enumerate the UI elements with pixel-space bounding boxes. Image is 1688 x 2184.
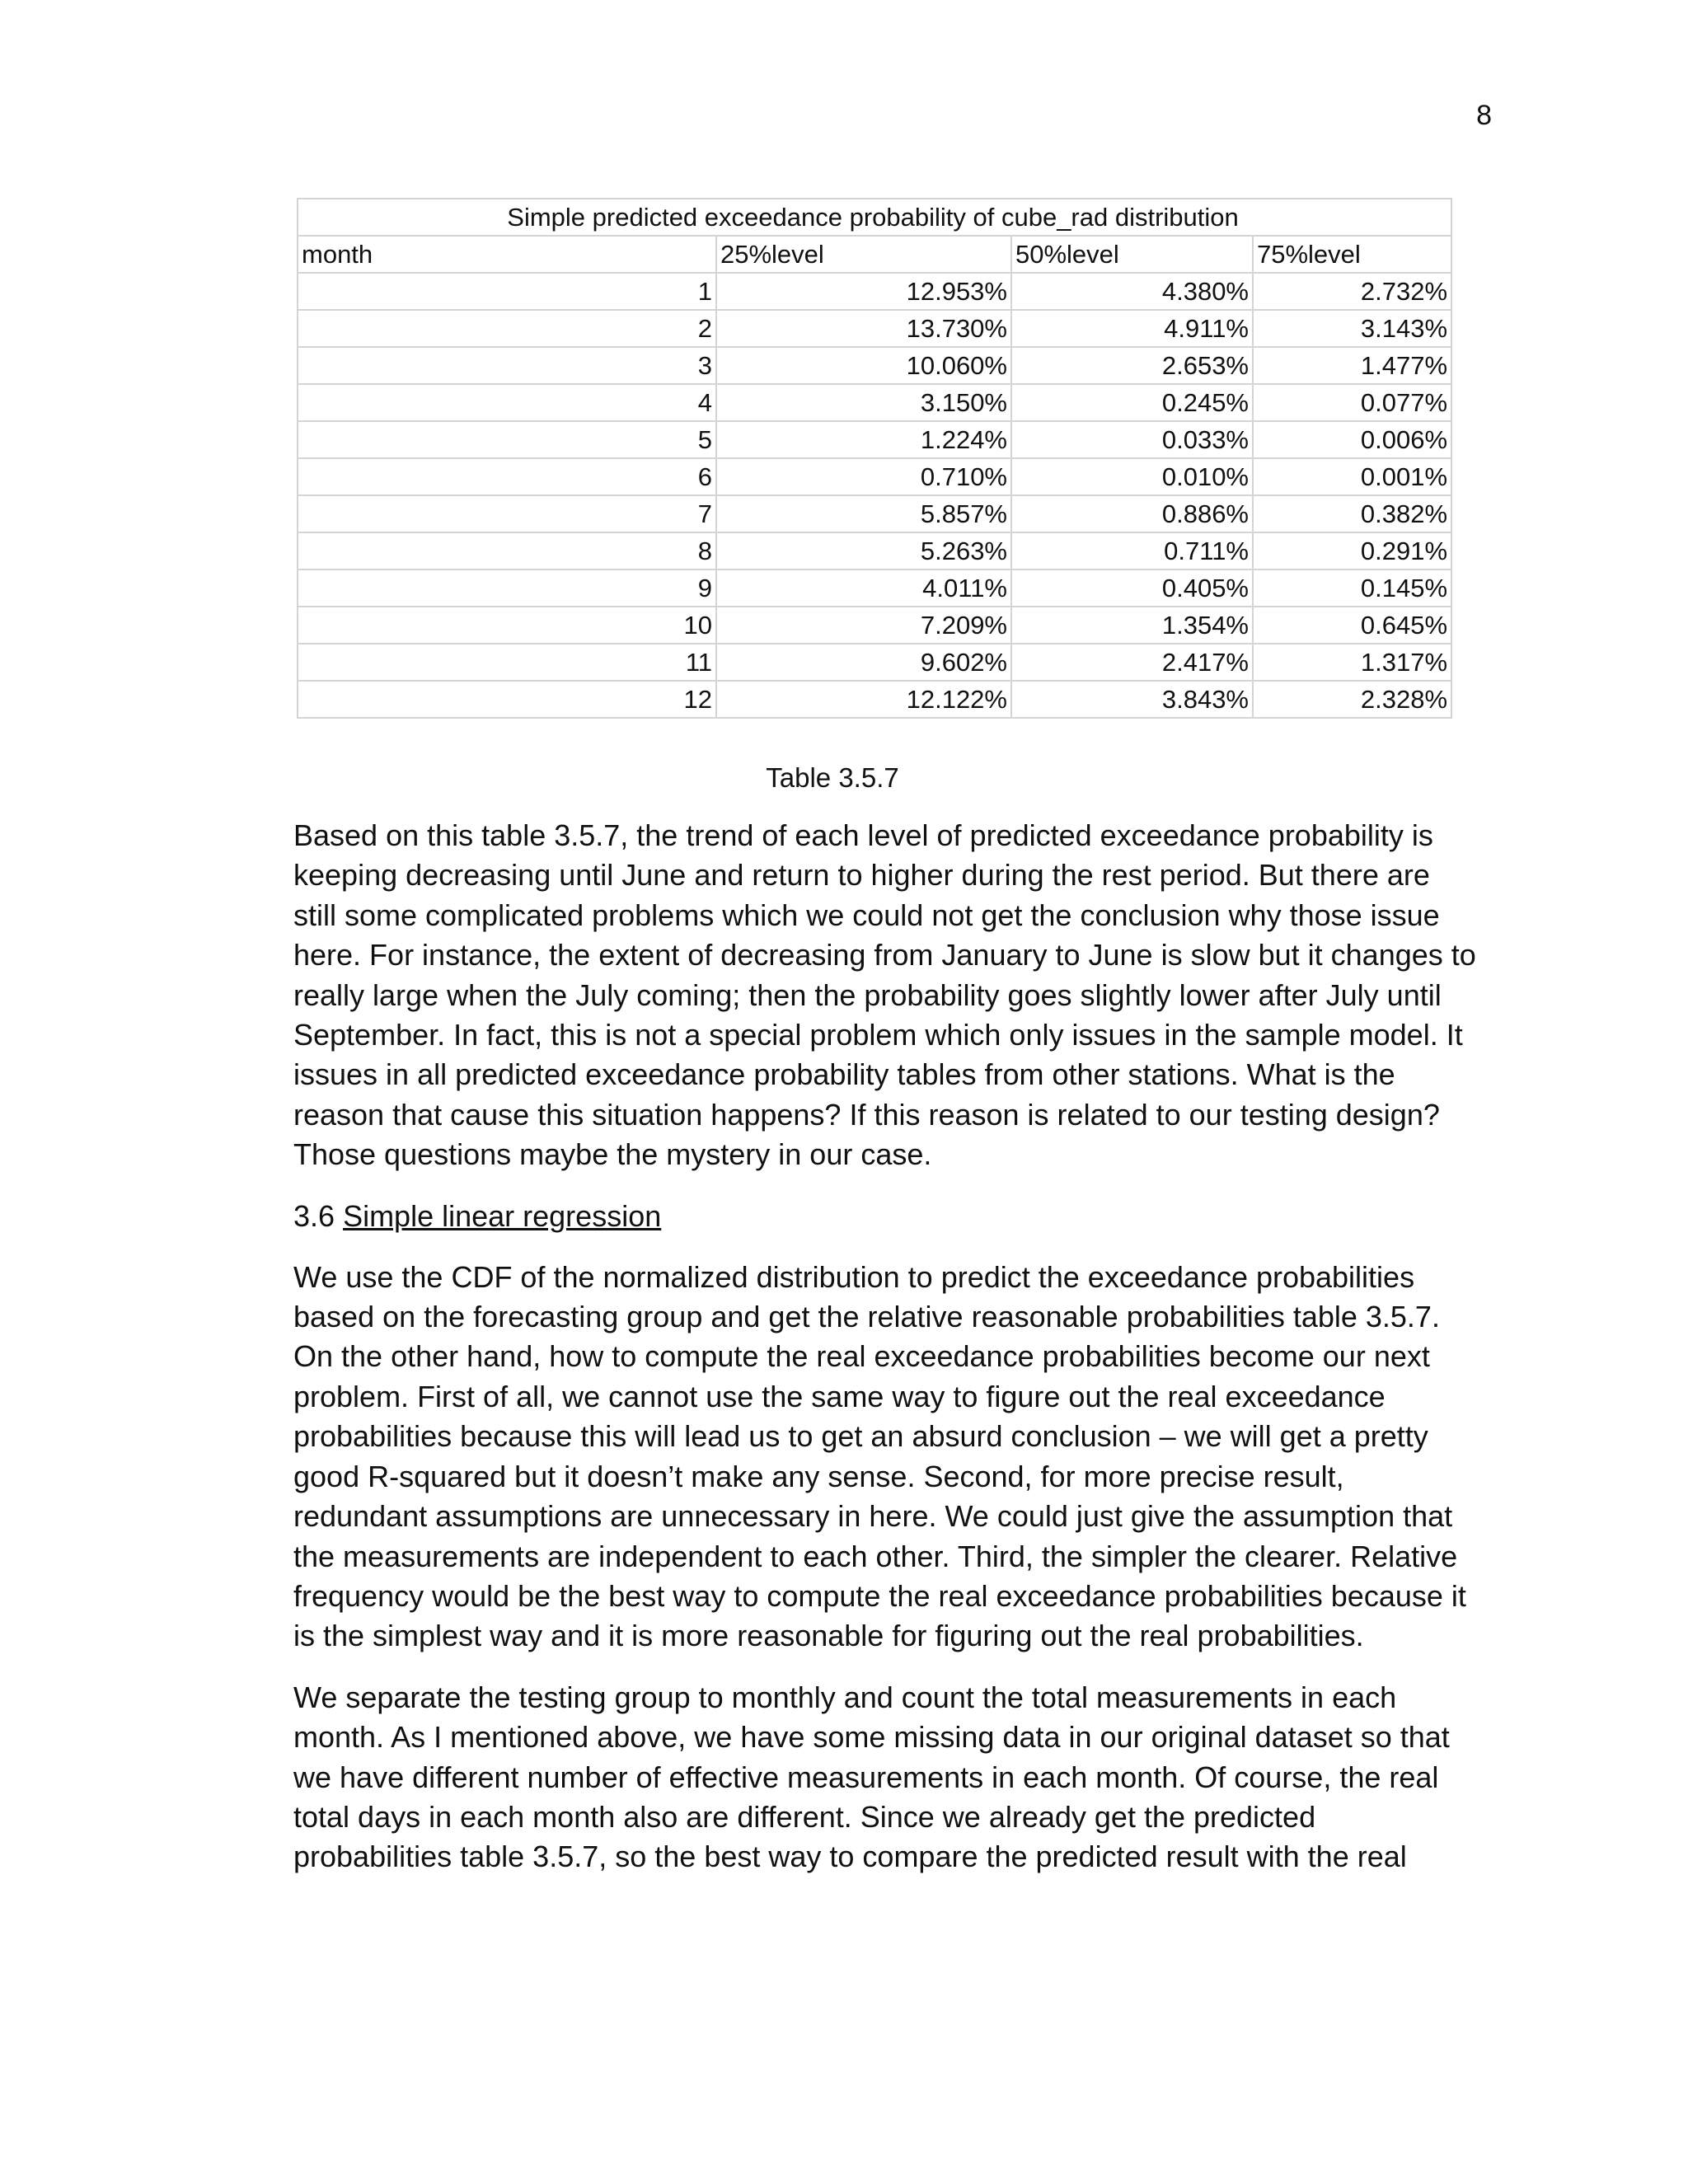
cell-month: 12 (298, 681, 716, 718)
cell-25-level: 10.060% (716, 347, 1011, 384)
table-row (298, 532, 1451, 569)
paragraph: We use the CDF of the normalized distribution to predict the exceedance probabilities based on the forecasting group and get the relative reasonable probabilities table 3.5.7. On the other hand, how to compute the real exceedance probabilities become our next problem. First of all, we cannot use the same way to figure out the real exceedance probabilities because this will lead us to get an absurd conclusion – we will get a pretty good R-squared but it doesn’t make any sense. Second, for more precise result, redundant assumptions are unnecessary in here. We could just give the assumption that the measurements are independent to each other. Third, the simpler the clearer. Relative frequency would be the best way to compute the real exceedance probabilities because it is the simplest way and it is more reasonable for figuring out the real probabilities. (293, 1259, 1466, 1653)
cell-25-level: 12.122% (716, 681, 1011, 718)
cell-50-level: 0.886% (1011, 495, 1253, 532)
cell-25-level: 13.730% (716, 310, 1011, 347)
exceedance-probability-table (297, 198, 1452, 719)
cell-25-level: 1.224% (716, 421, 1011, 458)
cell-month: 2 (298, 310, 716, 347)
data-table-container (297, 198, 1451, 719)
cell-75-level: 0.382% (1253, 495, 1451, 532)
paragraph: We separate the testing group to monthly and count the total measurements in each month. As I mentioned above, we have some missing data in our original dataset so that we have different number of effective measurements in each month. Of course, the real total days in each month also are different. Since we already get the predicted probabilities table 3.5.7, so the best way to compare the predicted result with the real (293, 1680, 1450, 1874)
table-row (298, 607, 1451, 644)
cell-25-level: 9.602% (716, 644, 1011, 681)
cell-50-level: 0.245% (1011, 384, 1253, 421)
cell-month: 4 (298, 384, 716, 421)
table-row (298, 458, 1451, 495)
cell-75-level: 1.317% (1253, 644, 1451, 681)
cell-month: 5 (298, 421, 716, 458)
table-title-row (298, 199, 1451, 236)
column-header-75-level: 75%level (1253, 236, 1451, 273)
cell-50-level: 2.653% (1011, 347, 1253, 384)
cell-25-level: 0.710% (716, 458, 1011, 495)
table-row (298, 681, 1451, 718)
column-header-25-level: 25%level (716, 236, 1011, 273)
cell-month: 11 (298, 644, 716, 681)
cell-75-level: 2.732% (1253, 273, 1451, 310)
section-number: 3.6 (293, 1198, 335, 1233)
table-row (298, 310, 1451, 347)
table-row (298, 384, 1451, 421)
cell-month: 9 (298, 569, 716, 607)
section-heading (293, 1197, 1480, 1236)
column-header-50-level: 50%level (1011, 236, 1253, 273)
cell-75-level: 0.001% (1253, 458, 1451, 495)
cell-50-level: 1.354% (1011, 607, 1253, 644)
cell-75-level: 2.328% (1253, 681, 1451, 718)
body-text (293, 816, 1480, 1899)
cell-month: 3 (298, 347, 716, 384)
table-caption: Table 3.5.7 (766, 762, 899, 793)
cell-75-level: 0.006% (1253, 421, 1451, 458)
table-header-row (298, 236, 1451, 273)
cell-50-level: 2.417% (1011, 644, 1253, 681)
cell-25-level: 12.953% (716, 273, 1011, 310)
section-title: Simple linear regression (343, 1198, 662, 1233)
cell-25-level: 3.150% (716, 384, 1011, 421)
table-row (298, 347, 1451, 384)
cell-25-level: 5.857% (716, 495, 1011, 532)
cell-50-level: 4.911% (1011, 310, 1253, 347)
page-number: 8 (1476, 100, 1492, 131)
cell-50-level: 0.010% (1011, 458, 1253, 495)
paragraph: Based on this table 3.5.7, the trend of each level of predicted exceedance probability is keeping decreasing until June and return to higher during the rest period. But there are still some complicated problems which we could not get the conclusion why those issue here. For instance, the extent of decreasing from January to June is slow but it changes to really large when the July coming; then the probability goes slightly lower after July until September. In fact, this is not a special problem which only issues in the sample model. It issues in all predicted exceedance probability tables from other stations. What is the reason that cause this situation happens? If this reason is related to our testing design? Those questions maybe the mystery in our case. (293, 818, 1476, 1172)
cell-75-level: 0.077% (1253, 384, 1451, 421)
table-row (298, 644, 1451, 681)
table-row (298, 495, 1451, 532)
table-row (298, 273, 1451, 310)
cell-25-level: 7.209% (716, 607, 1011, 644)
cell-75-level: 0.145% (1253, 569, 1451, 607)
cell-50-level: 0.711% (1011, 532, 1253, 569)
cell-month: 7 (298, 495, 716, 532)
cell-25-level: 4.011% (716, 569, 1011, 607)
cell-50-level: 0.033% (1011, 421, 1253, 458)
cell-75-level: 0.645% (1253, 607, 1451, 644)
cell-month: 8 (298, 532, 716, 569)
table-row (298, 569, 1451, 607)
table-title: Simple predicted exceedance probability of cube_rad distribution (298, 199, 1451, 236)
cell-month: 1 (298, 273, 716, 310)
column-header-month: month (298, 236, 716, 273)
cell-50-level: 4.380% (1011, 273, 1253, 310)
table-row (298, 421, 1451, 458)
cell-75-level: 3.143% (1253, 310, 1451, 347)
cell-75-level: 0.291% (1253, 532, 1451, 569)
cell-25-level: 5.263% (716, 532, 1011, 569)
cell-month: 10 (298, 607, 716, 644)
cell-50-level: 3.843% (1011, 681, 1253, 718)
cell-75-level: 1.477% (1253, 347, 1451, 384)
cell-50-level: 0.405% (1011, 569, 1253, 607)
cell-month: 6 (298, 458, 716, 495)
